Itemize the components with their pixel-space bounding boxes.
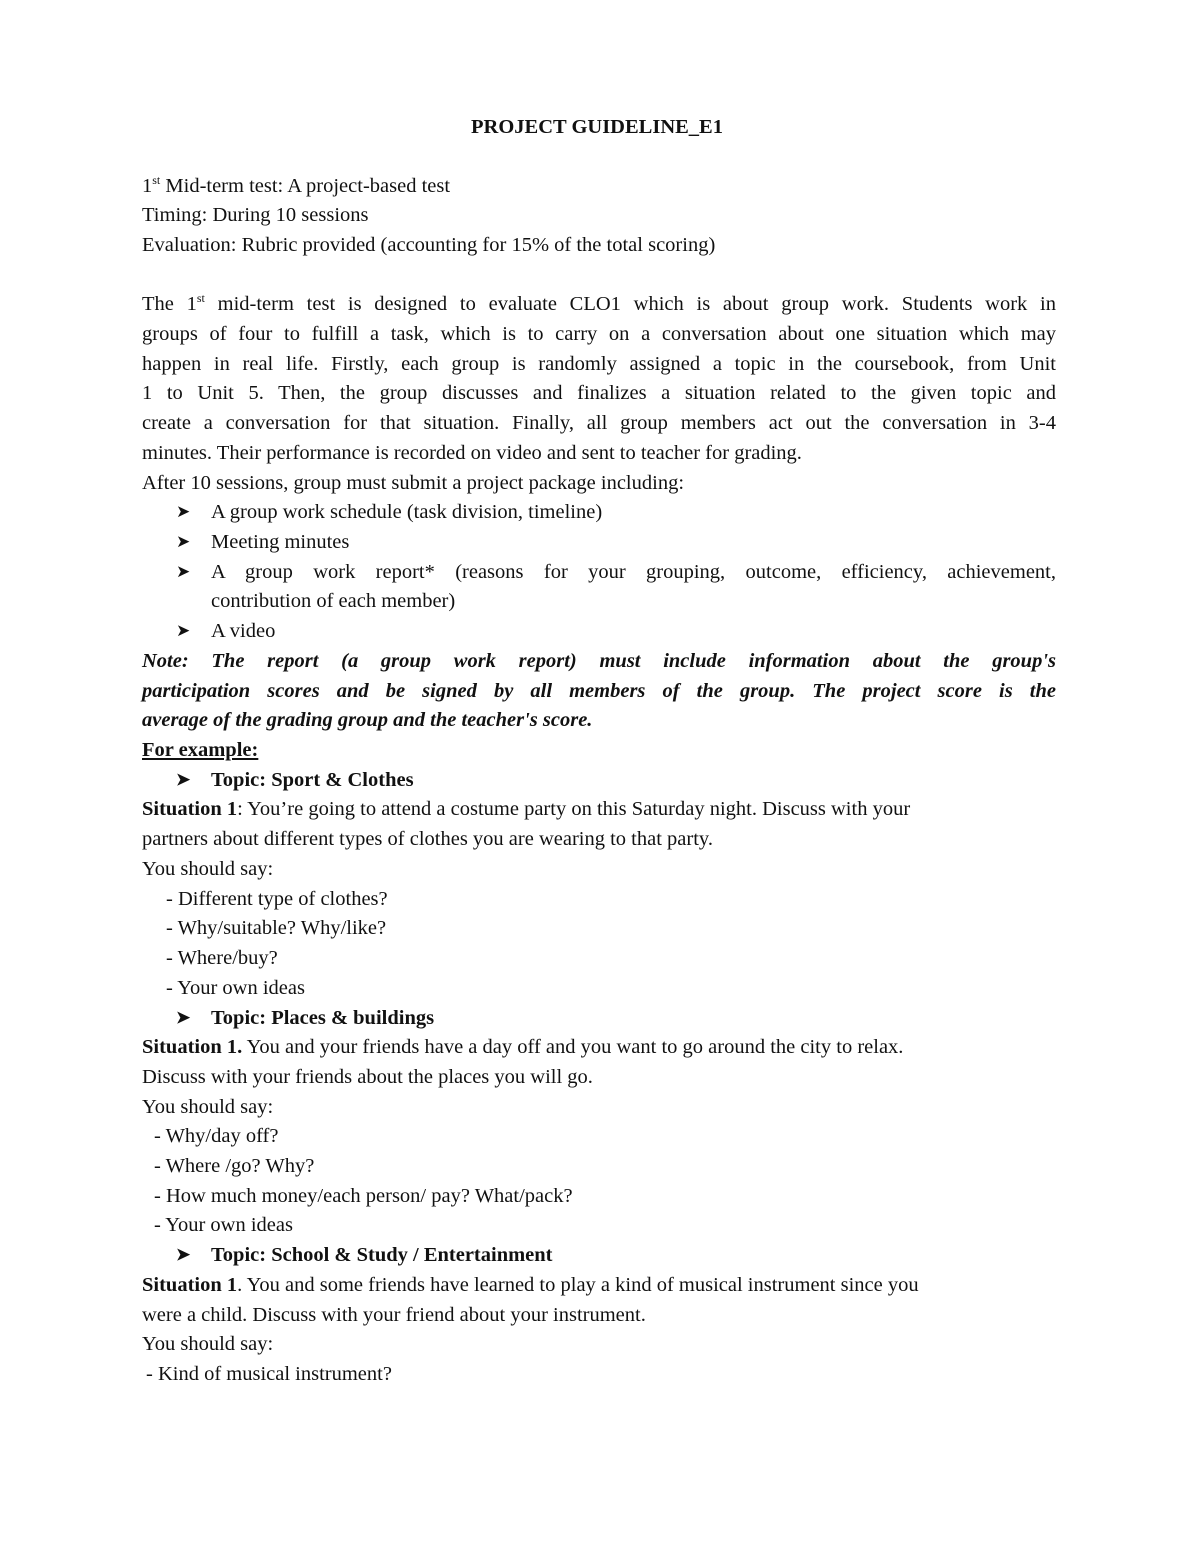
situation-label: Situation 1 (142, 798, 238, 820)
package-item: Meeting minutes (211, 531, 350, 553)
prompt-point: - Where /go? Why? (154, 1155, 315, 1177)
situation-text: : You’re going to attend a costume party on this Saturday night. Discuss with your (237, 798, 911, 820)
situation-label: Situation 1 (142, 1274, 238, 1296)
note-line-1: Note: The report (a group work report) must include information about the group's (142, 650, 1056, 672)
package-item: A group work report* (reasons for your grouping, outcome, efficiency, achievement, (211, 561, 1056, 583)
should-say: You should say: (142, 858, 274, 880)
evaluation-line: Evaluation: Rubric provided (accounting for 15% of the total scoring) (142, 234, 716, 256)
arrow-bullet-icon: ➤ (176, 1008, 191, 1027)
topic-heading: Topic: School & Study / Entertainment (211, 1244, 553, 1266)
situation-line (142, 1034, 903, 1060)
situation-text: . You and some friends have learned to play a kind of musical instrument since you (237, 1274, 919, 1296)
arrow-bullet-icon: ➤ (176, 770, 191, 789)
situation-line-2: partners about different types of clothes you are wearing to that party. (142, 828, 713, 850)
intro-line-6: minutes. Their performance is recorded on video and sent to teacher for grading. (142, 442, 802, 464)
situation-line-2: Discuss with your friends about the places you will go. (142, 1066, 593, 1088)
prompt-point: - How much money/each person/ pay? What/pack? (154, 1185, 573, 1207)
situation-line (142, 1272, 919, 1298)
intro-text: mid-term test is designed to evaluate CLO1 which is about group work. Students work in (204, 293, 1056, 315)
intro-line-3: happen in real life. Firstly, each group is randomly assigned a topic in the coursebook, from Unit (142, 353, 1056, 375)
page-title: PROJECT GUIDELINE_E1 (471, 116, 723, 138)
prompt-point: - Where/buy? (166, 947, 278, 969)
note-line-2: participation scores and be signed by all members of the group. The project score is the (142, 680, 1056, 702)
example-heading: For example: (142, 739, 259, 761)
intro-line-1 (142, 291, 1056, 317)
arrow-bullet-icon: ➤ (176, 562, 191, 581)
intro-line-5: create a conversation for that situation. Finally, all group members act out the conversation in 3-4 (142, 412, 1056, 434)
midterm-text: Mid-term test: A project-based test (160, 175, 451, 197)
prompt-point: - Your own ideas (166, 977, 305, 999)
intro-text: The 1 (142, 293, 197, 315)
midterm-sup: st (152, 173, 161, 187)
situation-label: Situation 1. (142, 1036, 243, 1058)
situation-line (142, 796, 910, 822)
intro-line-7: After 10 sessions, group must submit a project package including: (142, 472, 685, 494)
situation-line-2: were a child. Discuss with your friend about your instrument. (142, 1304, 646, 1326)
prompt-point: - Kind of musical instrument? (146, 1363, 392, 1385)
intro-line-2: groups of four to fulfill a task, which is to carry on a conversation about one situation which may (142, 323, 1056, 345)
should-say: You should say: (142, 1096, 274, 1118)
intro-line-4: 1 to Unit 5. Then, the group discusses and finalizes a situation related to the given topic and (142, 382, 1056, 404)
arrow-bullet-icon: ➤ (176, 1245, 191, 1264)
prompt-point: - Different type of clothes? (166, 888, 388, 910)
topic-heading: Topic: Places & buildings (211, 1007, 435, 1029)
midterm-line (142, 173, 450, 199)
arrow-bullet-icon: ➤ (176, 532, 191, 551)
midterm-number: 1 (142, 175, 153, 197)
note-line-3: average of the grading group and the teacher's score. (142, 709, 593, 731)
arrow-bullet-icon: ➤ (176, 502, 191, 521)
topic-heading: Topic: Sport & Clothes (211, 769, 414, 791)
prompt-point: - Your own ideas (154, 1214, 293, 1236)
intro-sup: st (196, 291, 205, 305)
package-item: A group work schedule (task division, timeline) (211, 501, 603, 523)
timing-line: Timing: During 10 sessions (142, 204, 369, 226)
situation-text: You and your friends have a day off and you want to go around the city to relax. (242, 1036, 904, 1058)
prompt-point: - Why/suitable? Why/like? (166, 917, 387, 939)
package-item: A video (211, 620, 276, 642)
prompt-point: - Why/day off? (154, 1125, 279, 1147)
arrow-bullet-icon: ➤ (176, 621, 191, 640)
should-say: You should say: (142, 1333, 274, 1355)
package-item-continued: contribution of each member) (211, 590, 456, 612)
